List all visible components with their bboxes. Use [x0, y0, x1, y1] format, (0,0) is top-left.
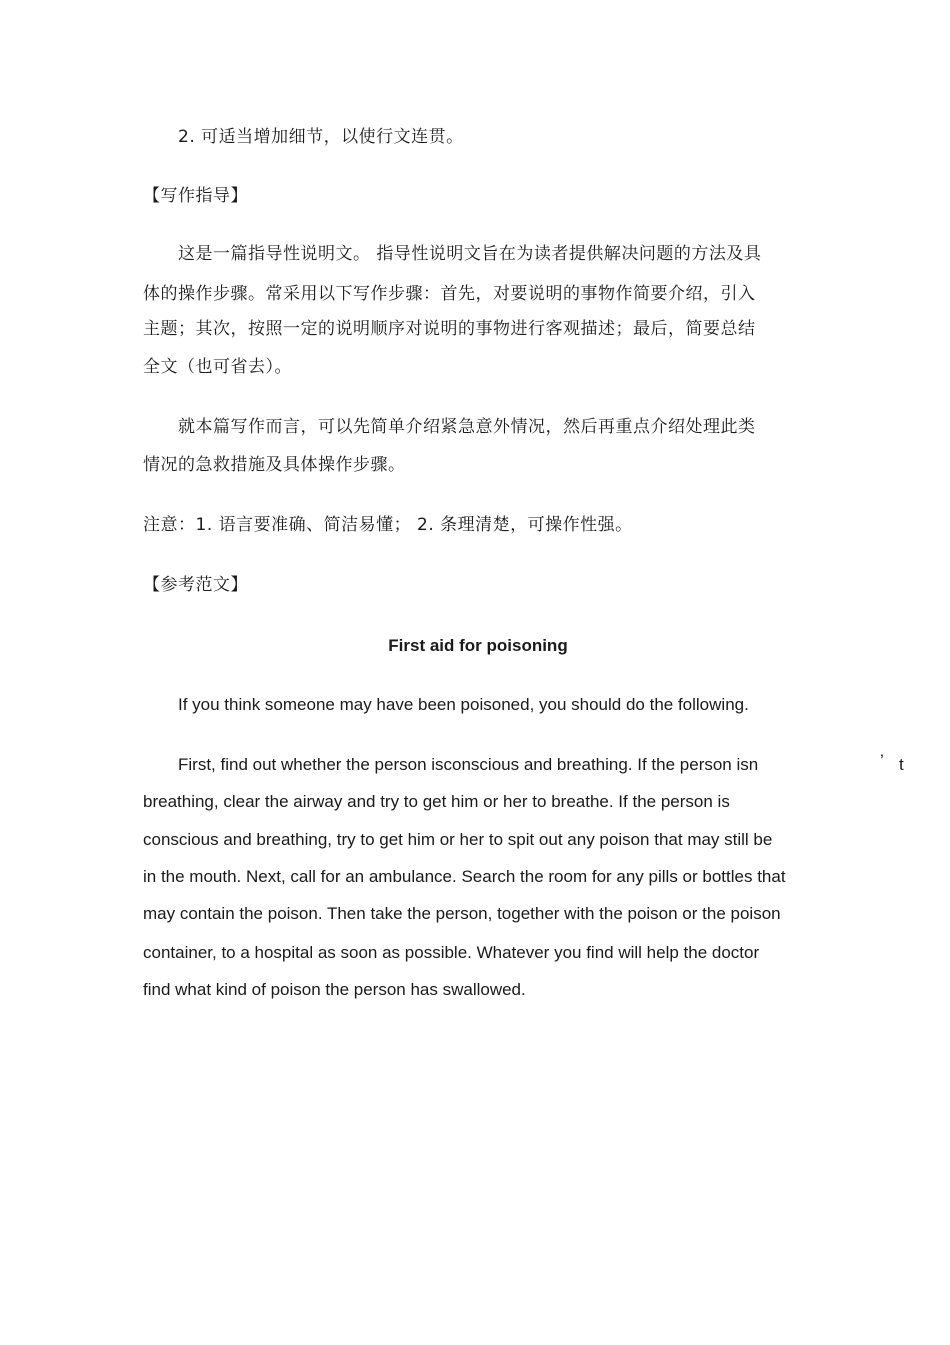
- guide-para2-line: 情况的急救措施及具体操作步骤。: [143, 455, 406, 475]
- essay-body-line: container, to a hospital as soon as possible. Whatever you find will help the doctor: [143, 943, 760, 962]
- essay-intro: If you think someone may have been poisoned, you should do the following.: [178, 695, 749, 714]
- essay-line-tail: t: [899, 755, 904, 774]
- essay-body-line: in the mouth. Next, call for an ambulance. Search the room for any pills or bottles that: [143, 867, 786, 886]
- essay-body-line: conscious and breathing, try to get him or her to spit out any poison that may still be: [143, 830, 773, 849]
- notice-line: 注意：1. 语言要准确、简洁易懂； 2. 条理清楚，可操作性强。: [143, 515, 633, 535]
- guide-heading: 【写作指导】: [143, 186, 248, 206]
- guide-para2-line: 就本篇写作而言，可以先简单介绍紧急意外情况，然后再重点介绍处理此类: [178, 417, 756, 437]
- guide-para1-line: 主题；其次，按照一定的说明顺序对说明的事物进行客观描述；最后，简要总结: [143, 319, 756, 339]
- guide-para1-line: 全文（也可省去）。: [143, 357, 292, 377]
- guide-para1-line: 这是一篇指导性说明文。 指导性说明文旨在为读者提供解决问题的方法及具: [178, 244, 762, 264]
- essay-body-line: breathing, clear the airway and try to get him or her to breathe. If the person is: [143, 792, 730, 811]
- essay-body-line: find what kind of poison the person has swallowed.: [143, 980, 526, 999]
- essay-body-line: may contain the poison. Then take the person, together with the poison or the poison: [143, 904, 781, 923]
- top-note: 2. 可适当增加细节，以使行文连贯。: [178, 127, 464, 147]
- essay-title: First aid for poisoning: [388, 636, 568, 655]
- essay-body-line: First, find out whether the person isconscious and breathing. If the person isn: [178, 755, 759, 774]
- guide-para1-line: 体的操作步骤。常采用以下写作步骤：首先，对要说明的事物作简要介绍，引入: [143, 284, 756, 304]
- sample-heading: 【参考范文】: [143, 575, 248, 595]
- essay-apostrophe: ’: [880, 751, 884, 770]
